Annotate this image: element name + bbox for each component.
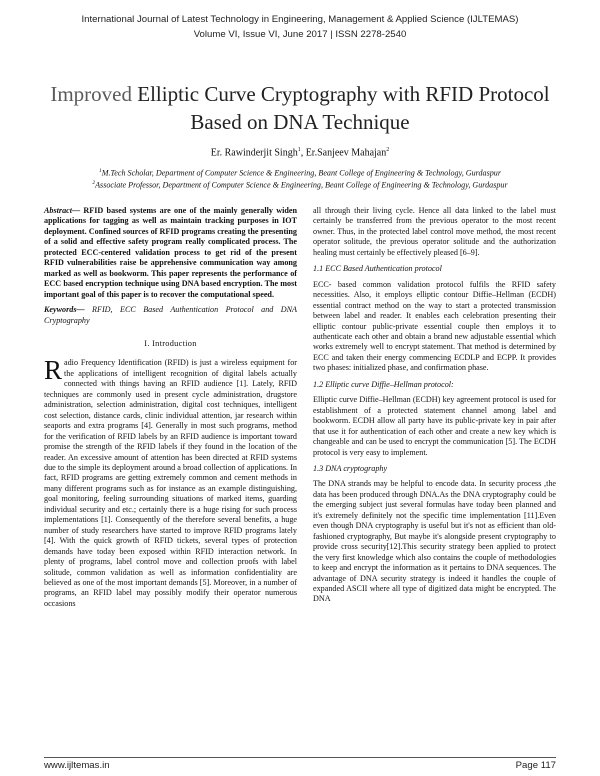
subsection-1-2-text: Elliptic curve Diffie–Hellman (ECDH) key agreement protocol is used for establishment of a protected statement channel among label and bookworm. ECDH allow all party have its public-private key in pair after that use it for authentication of each other and create a new key which is changeable and can be used to encrypt the communication [5]. The ECDH protocol is very easy to implement. bbox=[313, 395, 556, 457]
right-column bbox=[313, 206, 556, 605]
keywords bbox=[44, 305, 297, 326]
subsection-1-3-text: The DNA strands may be helpful to encode data. In security process ,the data has been produced through DNA.As the DNA cryptography could be the emerging subject just several formulas have today been planned and it's extremely definitely not the specific time implementation [11].Even even though DNA cryptography is useful but it's not as efficient than old-fashioned cryptography, But maybe it's alongside present cryptography to provide cross security[12].This security strategy been applied to protect the very first knowledge which also contains the couple of methodologies to keep and encrypt the information as it pertains to DNA sequences. The advantage of DNA security strategy is indeed it handles the couple of expanded ASCII where all type of digitized data might be encrypted. The DNA bbox=[313, 479, 556, 604]
footer-rule bbox=[44, 757, 556, 758]
keywords-text: RFID, ECC Based Authentication Protocol and DNA Cryptography bbox=[44, 305, 297, 325]
subsection-1-1-text: ECC- based common validation protocol fulfils the RFID safety necessities. Also, it employs elliptic contour Diffie–Hellman (ECDH) essential contract method on the way to start a protected transmission between label and reader. It enables each celebration presenting their elliptic contour public-private essential couple then employs it to authenticate each other and obtain a brand new adjustable essential which works extremely well to encrypt statement. That method is determined by ECC and taken their energy commencing ECDLP and ECPP. It provides two phases: initialized phase, and confirmation phase. bbox=[313, 279, 556, 373]
paper-title bbox=[30, 80, 570, 136]
affiliation-1-text: M.Tech Scholar, Department of Computer Science & Engineering, Beant College of Engineering & Technology, Gurdaspur bbox=[101, 168, 501, 178]
subsection-1-1-title: 1.1 ECC Based Authentication protocol bbox=[313, 264, 442, 274]
abstract bbox=[44, 206, 297, 300]
author-line bbox=[0, 147, 600, 158]
right-paragraph-continued: all through their living cycle. Hence all data linked to the label must certainly be transferred from the previous operator to the most recent owner. Thus, in the protected label control move method, the most recent operator solitude, the previous operator solitude and the authorization healing must certainly be effectively pleased [6–9]. bbox=[313, 206, 556, 257]
intro-text: adio Frequency Identification (RFID) is just a wireless equipment for the applications of intelligent recognition of digital labels actually connected with things having an RFID audience [1]. Lately, RFID techniques are commonly used in present cycle administration, drugstore administration, selection administration, digital cost techniques, intelligent cost selection, distance cards, clinic individual attention, jar research within seaports and extra programs [4]. Generally in most such programs, method for the verification of RFID labels by an RFID audience is important toward promise the strength of the RFID labels if they found in the location of the reader. An excessive amount of attention has been directed at RFID systems due to the simple its deployment around a broad collection of applications. In fact, RFID programs are getting extremely common and cement methods in many different programs such as for instance as an example distinguishing, goal monitoring, feeling surrounding situations of marked items, guarding individual security and etc.; certainly there is a huge rising for such process implementations [1]. Consequently of the therefore several benefits, a huge number of study researchers have started to improve RFID programs lately [4]. With the quick growth of RFID tickets, several types of protection demands have today been exposed within RFID interaction network. In plenty of programs, label control move and collection proofs with label solitude, common validation as well as information confidentiality are believed as one of the most important demands [5]. Moreover, in a number of programs, an RFID label may possibly modify their operator numerous occasions bbox=[44, 358, 297, 608]
journal-name: International Journal of Latest Technology in Engineering, Management & Applied Science (IJLTEMAS) bbox=[81, 14, 519, 25]
author-separator: , bbox=[300, 147, 306, 159]
intro-paragraph bbox=[44, 355, 297, 609]
subsection-1-2-title: 1.2 Elliptic curve Diffie–Hellman protocol: bbox=[313, 379, 454, 389]
footer-page-number: Page 117 bbox=[515, 760, 556, 771]
affiliation-2 bbox=[0, 180, 600, 190]
subsection-1-3-title: 1.3 DNA cryptography bbox=[313, 463, 388, 473]
footer-url[interactable]: www.ijltemas.in bbox=[44, 760, 110, 771]
title-first-word: Improved bbox=[50, 82, 132, 106]
author-2-sup: 2 bbox=[386, 147, 390, 153]
affiliation-2-sup: 2 bbox=[92, 180, 96, 186]
author-1-sup: 1 bbox=[297, 147, 301, 153]
left-column bbox=[44, 206, 297, 609]
author-1: Er. Rawinderjit Singh bbox=[210, 147, 298, 159]
abstract-text: RFID based systems are one of the mainly generally widen applications for tagging as well as maintain tracking purposes in IOT deployment. Confined sources of RFID programs creating the presenting of a solid and effective safety program really complicated process. The protected ECC-centered validation process to get rid of the present RFID vulnerabilities raise be apprehensive communication way among marked as well as bookworm. This paper represents the performance of ECC based encryption technique using DNA based encryption. The most important goal of this paper is to recover the computational speed. bbox=[44, 206, 297, 299]
affiliation-1 bbox=[0, 168, 600, 178]
author-2: Er.Sanjeev Mahajan bbox=[305, 147, 387, 159]
title-rest: Elliptic Curve Cryptography with RFID Protocol Based on DNA Technique bbox=[137, 82, 550, 134]
affiliation-2-text: Associate Professor, Department of Computer Science & Engineering, Beant College of Engineering & Technology, Gurdaspur bbox=[95, 180, 508, 190]
keywords-label: Keywords— bbox=[44, 305, 85, 315]
journal-issue: Volume VI, Issue VI, June 2017 | ISSN 2278-2540 bbox=[193, 29, 407, 40]
affiliation-1-sup: 1 bbox=[99, 168, 102, 174]
drop-cap: R bbox=[44, 355, 63, 386]
abstract-label: Abstract— bbox=[44, 206, 81, 215]
section-heading-introduction: I. Introduction bbox=[144, 338, 197, 348]
